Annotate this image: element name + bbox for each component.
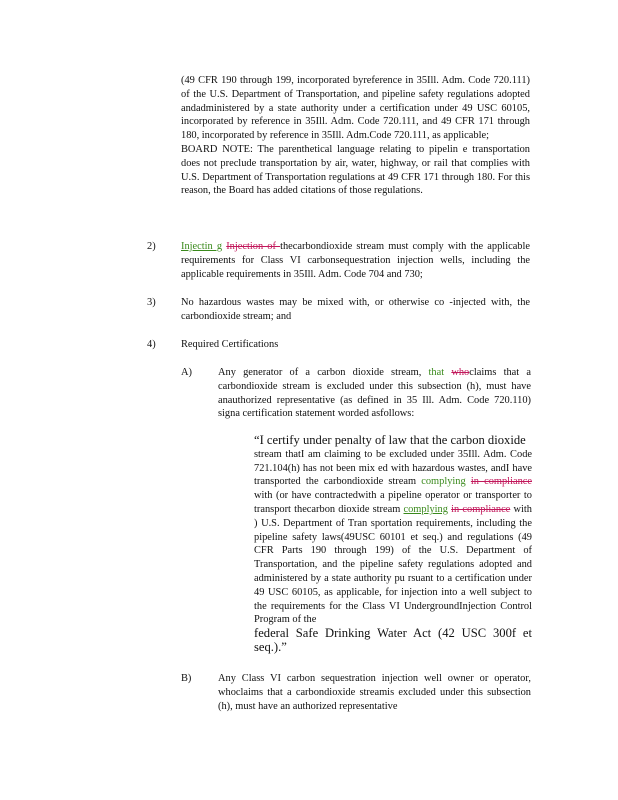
item-3-text: No hazardous wastes may be mixed with, or otherwise co -injected with, the carbondioxide stream; and <box>181 297 530 322</box>
quote-last-line: federal Safe Drinking Water Act (42 USC 300f et seq.).” <box>254 626 532 654</box>
quote-part-3: with ) U.S. Department of Tran sportation requirements, including the pipeline safety laws(49USC 60101 et seq.) and regulations (49 CFR Parts 190 through 199) of the U.S. Department of Transportation, and the pipeline safety regulations adopted and administered by a state authority pu rsuant to a certification under 49 USC 60105, as applicable, for injection into a well subject to the requirements for the Class VI UndergroundInjection Control Program of the <box>254 503 532 626</box>
item-4-number: 4) <box>147 339 156 350</box>
item-2-insertion: Injectin g <box>181 241 223 252</box>
item-a-letter: A) <box>181 367 192 378</box>
item-4-title: Required Certifications <box>181 339 279 350</box>
intro-paragraph <box>181 74 530 198</box>
item-2-number: 2) <box>147 241 156 252</box>
item-a-body-after: claims that a carbondioxide stream is excluded under this subsection (h), must have anauthorized representative (as defined in 35 Ill. Adm. Code 720.110) signa certification statement worded asfollows: <box>218 367 531 420</box>
quote-first-line: “I certify under penalty of law that the carbon dioxide <box>254 433 526 447</box>
board-note: BOARD NOTE: The parenthetical language relating to pipelin e transportation does not preclude transportation by air, water, highway, or rail that complies with U.S. Department of Transportation regulations at 49 CFR 171 through 180. For this reason, the Board has added citations of those regulations. <box>181 143 530 197</box>
item-a-deletion: who <box>451 367 470 378</box>
certification-quote <box>254 434 532 655</box>
item-3-number: 3) <box>147 297 156 308</box>
item-b-text: Any Class VI carbon sequestration injection well owner or operator, whoclaims that a carbondioxide streamis excluded under this subsection (h), must have an authorized representative <box>218 673 531 712</box>
quote-deletion-2: in compliance <box>451 503 511 515</box>
quote-insertion-1: complying <box>421 476 466 488</box>
intro-text: (49 CFR 190 through 199, incorporated byreference in 35Ill. Adm. Code 720.111) of the U.S. Department of Transportation, and pipeline safety regulations adopted andadministered by a state authority under a certification under 49 USC 60105, incorporated by reference in 35Ill. Adm. Code 720.111, and 49 CFR 171 through 180, incorporated by reference in 35Ill. Adm.Code 720.111, as applicable; <box>181 75 530 142</box>
quote-part-1: stream thatI am claiming to be excluded under 35Ill. Adm. Code 721.104(h) has not been mix ed with hazardous wastes, andI have transported the carbondioxide stream <box>254 448 532 488</box>
item-2-text <box>181 240 530 281</box>
item-a-text <box>218 366 531 421</box>
item-a-insertion: that <box>428 367 445 378</box>
item-a-body-before: Any generator of a carbon dioxide stream, <box>218 367 422 378</box>
item-b-letter: B) <box>181 673 192 684</box>
quote-insertion-2: complying <box>403 503 448 515</box>
item-2-deletion: Injection of <box>226 241 281 252</box>
quote-part-2: with (or have contractedwith a pipeline operator or transporter to transport thecarbon dioxide stream <box>254 490 532 515</box>
item-2-body: thecarbondioxide stream must comply with the applicable requirements for Class VI carbonsequestration injection wells, including the applicable requirements in 35Ill. Adm. Code 704 and 730; <box>181 241 530 280</box>
quote-deletion-1: in compliance <box>470 476 532 488</box>
